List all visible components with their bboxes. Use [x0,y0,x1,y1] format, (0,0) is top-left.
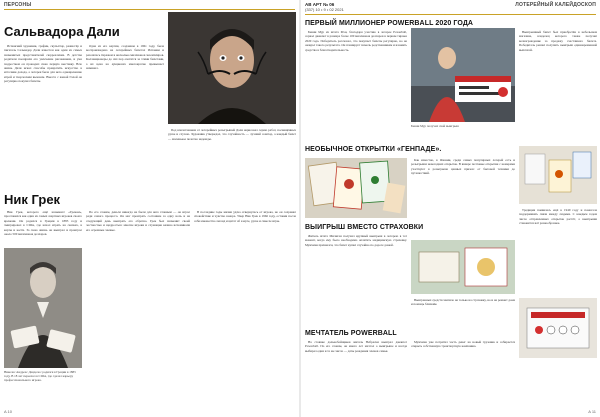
cards-text-col3: Традиция появилась ещё в 1949 году и помогала поддерживать связи между людьми. С каждым годом число отправленных открыток растёт, а выигрыши становятся всё разнообразнее. [519,208,597,226]
insurance-text-col2: Выигранных средств хватило не только на страховку, но и на ремонт дома и помощь близким. [411,298,515,307]
dali-portrait-drawing [168,12,296,124]
dreamer-text-col1: На стоянке дальнобойщиков житель Небраски выиграл джекпот Powerball. По его словам, он много лет мечтал о выигрыше и всегда выбирал одни и те же числа — даты рождения членов семьи. [305,340,407,353]
cards-text-col2: Как известно, в Японии, среди самых популярных лотерей есть и розыгрыши новогодних открыток. В январе почтовые открытки с номерами участвуют в розыгрыше ценных призов: от бытовой техники до путешествий. [411,158,515,176]
dali-text-col2: Одна из его картин, созданная в 1961 году, была воспроизведена на лотерейных билетах Испании и разошлась тиражом в несколько миллионов экземпляров. Коллекционеры до сих пор охотятся за этими билетами, а их цена на аукционах многократно превышает номинал. [86,44,164,71]
prize-photo [411,240,515,294]
issue-date: (337) 10 • 9 • 02 2021 [305,7,344,12]
powerball-text-col1: Бенни Мур из штата Мэн, благодаря участию в лотерее Powerball, сорвал джекпот в размере более 100 миллионов долларов в первом тираже 2020 года. Победитель рассказал, что покупает билеты регулярно, но не ожидал такого результата. Он планирует помочь родственникам и вложить средства в благотворительность. [305,30,407,52]
new-year-cards-photo [305,158,407,218]
powerball-photo-caption: Бенни Мур получил свой выигрыш [411,124,459,128]
new-year-cards-drawing [305,158,407,218]
article-title-dali: Сальвадора Дали [4,24,120,39]
article-title-powerball-millionaire: ПЕРВЫЙ МИЛЛИОНЕР POWERBALL 2020 ГОДА [305,20,474,27]
page-number-left: A 10 [4,409,13,414]
greek-text-col3: В последние годы жизни удача отвернулась от игрока, но он сохранял спокойствие и чувство юмора. Умер Ник Грек в 1966 году, оставив после себя множество легенд и цитат об азарте, удаче и смысле игры. [194,210,296,223]
lottery-items-drawing [519,146,597,204]
article-title-nick-greek: Ник Грек [4,192,61,207]
nick-greek-photo [4,248,82,368]
dreamer-drawing [519,298,597,358]
dreamer-photo [519,298,597,358]
lottery-items-photo [519,146,597,204]
header-rule [4,9,295,10]
powerball-winner-photo [411,28,515,122]
right-page [301,0,600,417]
article-title-powerball-dreamer: МЕЧТАТЕЛЬ POWERBALL [305,330,397,337]
nick-greek-photo-drawing [4,248,82,368]
dreamer-text-col2: Мужчина уже потратил часть денег на новый грузовик и собирается открыть собственную транспортную компанию. [411,340,515,349]
issue-info [305,2,344,12]
dali-text-col3: Под впечатлением от лотерейных розыгрышей Дали нарисовал серию работ, посвящённых удаче и случаю. Художник утверждал, что случайность — лучший соавтор, а каждый билет — маленькое полотно надежды. [168,128,296,141]
dali-text-col1: Испанский художник, график, скульптор, режиссёр и писатель Сальвадор Дали известен как один из самых знаменитых представителей сюрреализма. В детстве родители поощряли его увлечение рисованием, и уже подростком он проводил свою первую выставку. Всю жизнь Дали искал способы превратить искусство в источник дохода, а лотерея была для него одновременно игрой и творческим вызовом. Вместе с женой Галой он регулярно покупал билеты. [4,44,82,84]
article-title-new-year-cards: НЕОБЫЧНОЕ ОТКРЫТКИ «ГЕНПАДЕ». [305,146,442,153]
powerball-winner-drawing [411,28,515,122]
greek-text-col2: По его словам, деньги никогда не были для него главным — он играл ради самого процесса. Он мог проиграть состояние за одну ночь и на следующий день выиграть его обратно. Грек был знаменит своей честностью и щедростью: многие игроки и служащие казино вспоминали его огромные чаевые. [86,210,190,232]
page-number-right: A 11 [588,409,596,414]
greek-photo-caption: Николас Андреас Дандолос родился в Греции в 1883 году. В 18 лет переехал в США, где сделал карьеру профессионального игрока. [4,370,76,382]
left-page [0,0,299,417]
header-rule-right [305,14,596,15]
insurance-text-col1: Житель штата Мичиган получил крупный выигрыш в лотерею в тот момент, когда ему было необходимо оплатить медицинскую страховку. Мужчина признался, что билет купил случайно по дороге домой. [305,234,407,247]
greek-intro-text: Ник Грек, которого ещё называют «Греком», прославился как один из самых азартных игроков своего времени. Он родился в Греции в 1883 году и эмигрировал в США, где начал играть на скачках, в карты и кости. За свою жизнь он выиграл и проиграл около 500 миллионов долларов. [4,210,82,237]
section-rubric: ПЕРСОНЫ [4,2,32,8]
section-rubric-right: ЛОТЕРЕЙНЫЙ КАЛЕЙДОСКОП [515,2,596,8]
prize-drawing [411,240,515,294]
powerball-text-col3: Выигрышный билет был приобретён в небольшом магазине, владелец которого также получил вознаграждение за продажу счастливого билета. Победитель решил получить выигрыш единовременной выплатой. [519,30,597,52]
dali-portrait [168,12,296,124]
issue-number: АВ АРТ № 06 [305,2,335,7]
article-title-insurance-win: ВЫИГРЫШ ВМЕСТО СТРАХОВКИ [305,224,424,231]
